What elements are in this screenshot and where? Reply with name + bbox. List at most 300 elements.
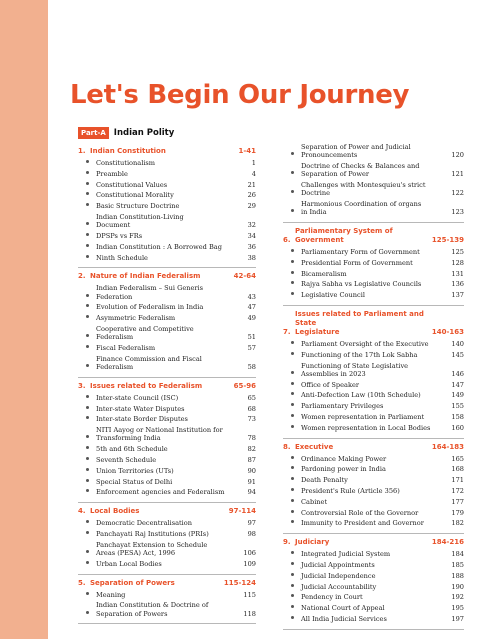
toc-entry <box>78 488 256 496</box>
toc-entry <box>283 270 464 278</box>
toc-entry <box>283 340 464 348</box>
toc-entry <box>283 280 464 288</box>
section-number: 2. <box>78 272 86 281</box>
entry-title: Pendency in Court <box>301 593 363 602</box>
entry-title: Harmonious Coordination of organs in India <box>301 200 422 217</box>
toc-entry <box>283 519 464 527</box>
bullet-icon <box>78 560 96 568</box>
entry-title: Anti-Defection Law (10th Schedule) <box>301 391 421 400</box>
bullet-icon <box>283 615 301 623</box>
bullet-icon <box>78 519 96 527</box>
section-heading <box>78 579 256 588</box>
toc-entry <box>283 291 464 299</box>
entry-page-number: 165 <box>451 454 464 463</box>
entry-page-number: 172 <box>451 486 464 495</box>
entry-title: Judicial Independence <box>301 571 376 580</box>
toc-entry <box>78 415 256 423</box>
entry-page-number: 29 <box>247 202 256 211</box>
toc-entry <box>283 455 464 463</box>
toc-entry <box>78 445 256 453</box>
toc-entry <box>283 200 464 216</box>
bullet-icon <box>78 254 96 262</box>
entry-page-number: 32 <box>247 221 256 230</box>
entry-page-number: 122 <box>451 189 464 198</box>
toc-entry <box>283 259 464 267</box>
entry-page-number: 190 <box>451 582 464 591</box>
bullet-icon <box>283 340 301 348</box>
section-page-range: 42-64 <box>233 272 256 281</box>
bullet-icon <box>78 591 96 599</box>
bullet-icon <box>283 208 301 216</box>
toc-entry <box>283 413 464 421</box>
toc-entry <box>78 530 256 538</box>
toc-entry <box>78 405 256 413</box>
entry-title: Urban Local Bodies <box>96 559 162 568</box>
bullet-icon <box>78 434 96 442</box>
entry-title: 5th and 6th Schedule <box>96 445 168 454</box>
section-number: 7. <box>283 327 291 336</box>
bullet-icon <box>78 405 96 413</box>
toc-entry <box>283 615 464 623</box>
entry-page-number: 120 <box>451 151 464 160</box>
toc-entry <box>283 465 464 473</box>
entry-page-number: 106 <box>243 548 256 557</box>
section-page-range: 125-139 <box>431 236 464 244</box>
toc-entry <box>283 181 464 197</box>
entry-title: Cooperative and Competitive Federalism <box>96 324 194 342</box>
entry-title: Inter-state Water Disputes <box>96 404 185 413</box>
toc-entry <box>78 456 256 464</box>
entry-page-number: 131 <box>451 269 464 278</box>
section-entries <box>78 159 256 262</box>
bullet-icon <box>283 476 301 484</box>
section-entries <box>78 394 256 497</box>
bullet-icon <box>283 413 301 421</box>
toc-entry <box>78 254 256 262</box>
bullet-icon <box>78 394 96 402</box>
entry-title: Preamble <box>96 169 128 178</box>
section-title: Issues related to Parliament and State Legislature <box>295 309 424 336</box>
section-heading <box>78 507 256 516</box>
toc-entry <box>78 170 256 178</box>
bullet-icon <box>78 159 96 167</box>
bullet-icon <box>78 488 96 496</box>
toc-entry <box>78 394 256 402</box>
bullet-icon <box>283 604 301 612</box>
entry-page-number: 49 <box>247 314 256 323</box>
entry-page-number: 47 <box>247 303 256 312</box>
toc-entry <box>78 284 256 300</box>
entry-page-number: 147 <box>451 380 464 389</box>
section-title: Separation of Powers <box>90 578 175 587</box>
entry-title: Panchayati Raj Institutions (PRIs) <box>96 529 209 538</box>
entry-title: Democratic Decentralisation <box>96 519 193 528</box>
entry-page-number: 168 <box>451 465 464 474</box>
entry-page-number: 98 <box>247 529 256 538</box>
entry-title: Indian Constitution & Doctrine of Separation of Powers <box>96 601 209 618</box>
entry-title: Pardoning power in India <box>301 465 386 474</box>
entry-page-number: 123 <box>451 208 464 217</box>
entry-page-number: 140 <box>451 339 464 348</box>
toc-entry <box>78 243 256 251</box>
toc-left-column <box>78 143 256 624</box>
toc-entry <box>78 232 256 240</box>
entry-page-number: 197 <box>451 614 464 623</box>
entry-title: DPSPs vs FRs <box>96 231 143 240</box>
bullet-icon <box>283 593 301 601</box>
bullet-icon <box>283 270 301 278</box>
section-page-range: 65-96 <box>233 381 256 390</box>
entry-page-number: 109 <box>243 559 256 568</box>
section-title: Executive <box>295 442 334 451</box>
entry-page-number: 118 <box>243 609 256 618</box>
bullet-icon <box>283 583 301 591</box>
bullet-icon <box>283 381 301 389</box>
toc-entry <box>283 487 464 495</box>
toc-entry <box>78 181 256 189</box>
entry-page-number: 43 <box>247 292 256 301</box>
section-page-range: 115-124 <box>223 578 256 587</box>
section-page-range: 140-163 <box>431 327 464 336</box>
entry-page-number: 125 <box>451 248 464 256</box>
bullet-icon <box>283 248 301 256</box>
entry-page-number: 128 <box>451 258 464 267</box>
bullet-icon <box>283 509 301 517</box>
bullet-icon <box>283 487 301 495</box>
entry-title: Enforcement agencies and Federalism <box>96 488 225 497</box>
entry-title: Evolution of Federalism in India <box>96 303 204 312</box>
entry-page-number: 155 <box>451 402 464 411</box>
entry-title: Controversial Role of the Governor <box>301 508 419 517</box>
bullet-icon <box>78 415 96 423</box>
entry-title: Constitutionalism <box>96 159 156 167</box>
entry-title: Meaning <box>96 590 126 599</box>
section-heading <box>283 310 464 337</box>
bullet-icon <box>283 370 301 378</box>
toc-section <box>78 575 256 625</box>
entry-page-number: 90 <box>247 466 256 475</box>
bullet-icon <box>78 467 96 475</box>
entry-page-number: 195 <box>451 604 464 613</box>
toc-section <box>78 143 256 268</box>
bullet-icon <box>283 498 301 506</box>
entry-title: Presidential Form of Government <box>301 258 413 267</box>
bullet-icon <box>78 202 96 210</box>
entry-page-number: 38 <box>247 253 256 262</box>
entry-page-number: 65 <box>247 393 256 402</box>
toc-entry <box>78 467 256 475</box>
toc-entry <box>283 402 464 410</box>
entry-page-number: 149 <box>451 391 464 400</box>
toc-entry <box>283 604 464 612</box>
entry-title: Judicial Accountability <box>301 582 377 591</box>
entry-page-number: 94 <box>247 488 256 497</box>
entry-title: Death Penalty <box>301 476 348 485</box>
toc-entry <box>78 314 256 322</box>
bullet-icon <box>283 280 301 288</box>
section-heading <box>283 538 464 547</box>
entry-title: Separation of Power and Judicial Pronouncements <box>301 143 411 160</box>
entry-title: President's Rule (Article 356) <box>301 486 400 495</box>
section-entries <box>283 340 464 432</box>
bullet-icon <box>78 549 96 557</box>
entry-page-number: 182 <box>451 519 464 528</box>
entry-page-number: 184 <box>451 550 464 559</box>
section-page-range: 184-216 <box>431 538 464 547</box>
entry-page-number: 185 <box>451 560 464 569</box>
toc-entry <box>283 391 464 399</box>
entry-title: Seventh Schedule <box>96 455 157 464</box>
section-page-range: 164-183 <box>431 442 464 451</box>
toc-entry <box>283 572 464 580</box>
bullet-icon <box>283 291 301 299</box>
part-tag <box>78 127 174 139</box>
entry-page-number: 145 <box>451 350 464 359</box>
entry-title: Special Status of Delhi <box>96 477 173 486</box>
section-title: Nature of Indian Federalism <box>90 272 201 281</box>
toc-entry <box>78 159 256 167</box>
toc-entry <box>78 202 256 210</box>
entry-title: Cabinet <box>301 497 328 506</box>
entry-title: Finance Commission and Fiscal Federalism <box>96 354 202 371</box>
toc-entry <box>283 381 464 389</box>
entry-title: Legislative Council <box>301 291 365 300</box>
bullet-icon <box>78 363 96 371</box>
toc-entry <box>283 248 464 256</box>
entry-page-number: 188 <box>451 571 464 580</box>
bullet-icon <box>78 243 96 251</box>
toc-entry <box>283 162 464 178</box>
entry-page-number: 177 <box>451 497 464 506</box>
entry-title: Panchayat Extension to Schedule Areas (PESA) Act, 1996 <box>96 540 208 557</box>
entry-title: Parliamentary Privileges <box>301 402 384 411</box>
entry-page-number: 82 <box>247 445 256 454</box>
entry-page-number: 171 <box>451 476 464 485</box>
entry-page-number: 179 <box>451 508 464 517</box>
bullet-icon <box>78 191 96 199</box>
page-heading: Let's Begin Our Journey <box>70 80 410 110</box>
entry-title: Constitutional Morality <box>96 191 174 200</box>
toc-entry <box>78 325 256 341</box>
toc-section <box>283 534 464 630</box>
entry-title: All India Judicial Services <box>301 614 387 623</box>
section-entries <box>283 455 464 528</box>
toc-entry <box>78 303 256 311</box>
bullet-icon <box>283 424 301 432</box>
entry-title: Inter-state Council (ISC) <box>96 393 179 402</box>
toc-entry <box>283 498 464 506</box>
section-title: Judiciary <box>295 538 330 547</box>
entry-title: Office of Speaker <box>301 380 360 389</box>
toc-section <box>78 378 256 503</box>
entry-page-number: 4 <box>251 169 256 178</box>
section-title: Local Bodies <box>90 507 140 516</box>
entry-page-number: 192 <box>451 593 464 602</box>
entry-title: Inter-state Border Disputes <box>96 415 188 424</box>
bullet-icon <box>78 456 96 464</box>
entry-page-number: 68 <box>247 404 256 413</box>
entry-page-number: 121 <box>451 170 464 179</box>
toc-entry <box>78 519 256 527</box>
entry-page-number: 137 <box>451 291 464 300</box>
bullet-icon <box>283 561 301 569</box>
section-number: 5. <box>78 578 86 587</box>
toc-entry <box>78 478 256 486</box>
bullet-icon <box>78 293 96 301</box>
entry-title: Parliamentary Form of Government <box>301 248 420 256</box>
bullet-icon <box>283 259 301 267</box>
section-page-range: 97-114 <box>228 507 256 516</box>
section-number: 1. <box>78 147 86 155</box>
bullet-icon <box>283 391 301 399</box>
bullet-icon <box>283 402 301 410</box>
bullet-icon <box>78 333 96 341</box>
section-number: 6. <box>283 236 291 244</box>
entry-title: Asymmetric Federalism <box>96 314 176 323</box>
bullet-icon <box>283 151 301 159</box>
toc-entry <box>283 593 464 601</box>
entry-title: Challenges with Montesquieu's strict Doctrine <box>301 181 426 198</box>
bullet-icon <box>283 465 301 473</box>
entry-page-number: 146 <box>451 369 464 378</box>
toc-entry <box>283 476 464 484</box>
entry-title: Functioning of the 17th Lok Sabha <box>301 350 418 359</box>
entry-title: Basic Structure Doctrine <box>96 202 180 211</box>
toc-entry <box>78 426 256 442</box>
entry-page-number: 160 <box>451 423 464 432</box>
section-number: 3. <box>78 381 86 390</box>
entry-title: Constitutional Values <box>96 180 168 189</box>
section-entries <box>283 248 464 299</box>
section-title: Indian Constitution <box>90 147 166 155</box>
bullet-icon <box>78 221 96 229</box>
bullet-icon <box>283 170 301 178</box>
entry-page-number: 36 <box>247 242 256 251</box>
bullet-icon <box>78 181 96 189</box>
part-title: Indian Polity <box>113 128 175 138</box>
section-title: Issues related to Federalism <box>90 381 203 390</box>
entry-title: Integrated Judicial System <box>301 550 391 559</box>
entry-page-number: 58 <box>247 362 256 371</box>
section-entries <box>78 591 256 618</box>
toc-entry <box>283 509 464 517</box>
bullet-icon <box>283 351 301 359</box>
toc-entry <box>283 351 464 359</box>
entry-page-number: 51 <box>247 333 256 342</box>
toc-entry <box>78 344 256 352</box>
bullet-icon <box>283 189 301 197</box>
bullet-icon <box>78 610 96 618</box>
entry-page-number: 87 <box>247 455 256 464</box>
bullet-icon <box>78 530 96 538</box>
entry-page-number: 73 <box>247 415 256 424</box>
toc-entry <box>78 355 256 371</box>
bullet-icon <box>78 314 96 322</box>
entry-page-number: 115 <box>243 590 256 599</box>
section-entries <box>283 143 464 216</box>
entry-title: Union Territories (UTs) <box>96 466 174 475</box>
bullet-icon <box>78 344 96 352</box>
entry-title: Women representation in Parliament <box>301 412 425 421</box>
toc-entry <box>283 362 464 378</box>
entry-title: Ninth Schedule <box>96 253 148 262</box>
toc-entry <box>283 561 464 569</box>
toc-entry <box>283 143 464 159</box>
entry-title: Indian Federalism – Sui Generis Federation <box>96 284 204 301</box>
entry-title: Doctrine of Checks & Balances and Separation of Power <box>301 162 420 179</box>
entry-title: Parliament Oversight of the Executive <box>301 339 429 348</box>
section-entries <box>283 550 464 623</box>
toc-section <box>283 223 464 306</box>
section-heading <box>78 272 256 281</box>
entry-title: Rajya Sabha vs Legislative Councils <box>301 280 422 289</box>
toc-entry <box>78 541 256 557</box>
entry-title: Indian Constitution-Living Document <box>96 212 184 230</box>
entry-title: Ordinance Making Power <box>301 454 387 463</box>
toc-entry <box>78 191 256 199</box>
side-color-band <box>0 0 48 639</box>
bullet-icon <box>283 455 301 463</box>
entry-page-number: 26 <box>247 191 256 200</box>
entry-title: Judicial Appointments <box>301 560 375 569</box>
section-number: 4. <box>78 507 86 516</box>
toc-entry <box>78 591 256 599</box>
entry-title: Bicameralism <box>301 269 347 278</box>
bullet-icon <box>283 550 301 558</box>
section-page-range: 1-41 <box>238 147 256 155</box>
bullet-icon <box>78 445 96 453</box>
section-entries <box>78 519 256 568</box>
bullet-icon <box>78 170 96 178</box>
entry-page-number: 21 <box>247 180 256 189</box>
section-entries <box>78 284 256 371</box>
toc-section <box>283 439 464 535</box>
entry-page-number: 158 <box>451 412 464 421</box>
toc-entry <box>283 583 464 591</box>
toc-entry <box>78 560 256 568</box>
toc-entry <box>78 601 256 617</box>
toc-entry <box>78 213 256 229</box>
toc-entry <box>283 424 464 432</box>
entry-title: NITI Aayog or National Institution for Transforming India <box>96 426 223 443</box>
entry-title: Indian Constitution : A Borrowed Bag <box>96 242 222 251</box>
entry-page-number: 34 <box>247 231 256 240</box>
entry-page-number: 1 <box>251 159 256 167</box>
entry-title: National Court of Appeal <box>301 604 385 613</box>
section-number: 8. <box>283 442 291 451</box>
bullet-icon <box>283 519 301 527</box>
entry-title: Immunity to President and Governor <box>301 519 424 528</box>
section-heading <box>283 443 464 452</box>
toc-section <box>78 503 256 574</box>
bullet-icon <box>78 478 96 486</box>
bullet-icon <box>283 572 301 580</box>
section-number: 9. <box>283 538 291 547</box>
bullet-icon <box>78 232 96 240</box>
toc-section <box>283 306 464 439</box>
entry-page-number: 57 <box>247 343 256 352</box>
toc-section <box>78 268 256 377</box>
entry-title: Women representation in Local Bodies <box>301 423 431 432</box>
part-badge: Part-A <box>78 127 109 139</box>
entry-title: Fiscal Federalism <box>96 343 156 352</box>
toc-right-column <box>283 143 464 630</box>
section-heading <box>78 382 256 391</box>
section-heading <box>283 227 464 245</box>
entry-page-number: 78 <box>247 434 256 443</box>
section-heading <box>78 147 256 156</box>
toc-entry <box>283 550 464 558</box>
